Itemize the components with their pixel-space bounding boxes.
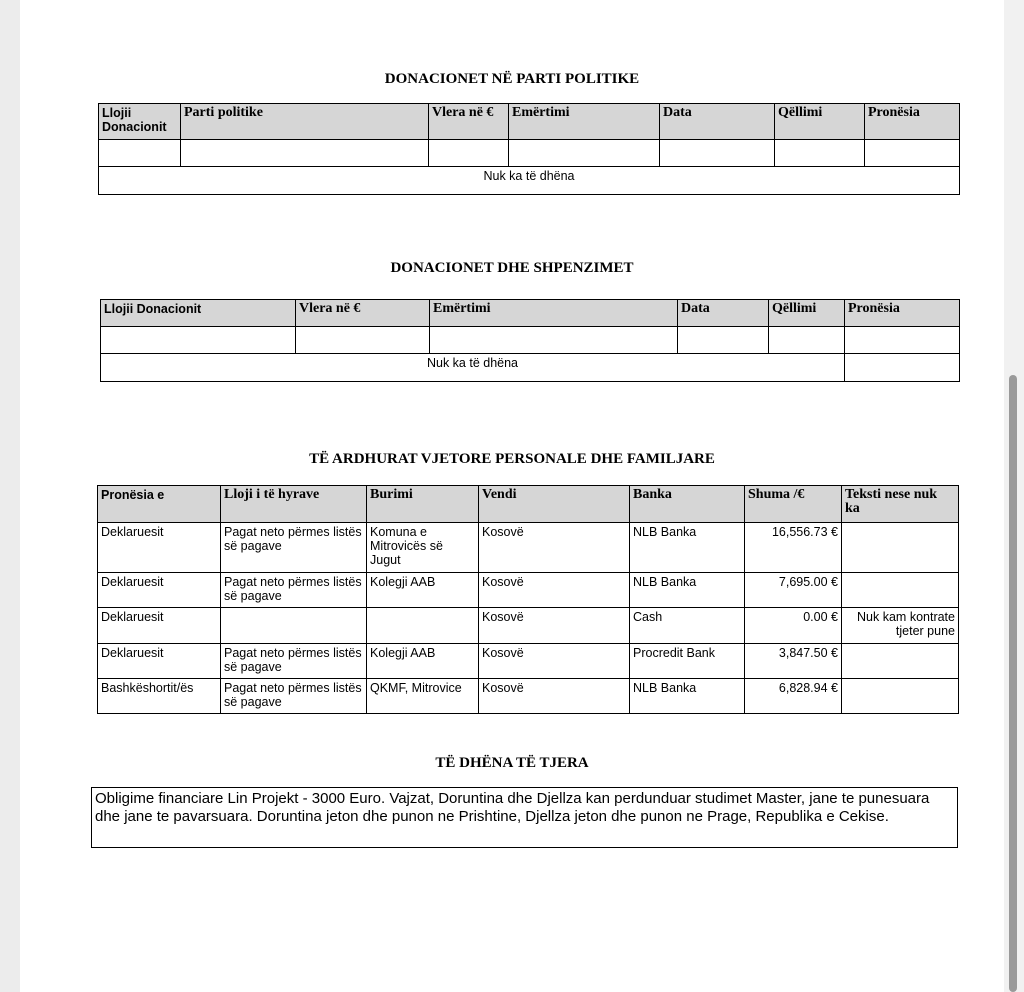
table-cell <box>769 327 845 354</box>
table-row <box>99 140 960 167</box>
table-cell: Deklaruesit <box>98 644 221 679</box>
table-cell: Kosovë <box>479 523 630 573</box>
no-data-cell: Nuk ka të dhëna <box>99 167 960 195</box>
table-cell <box>845 327 960 354</box>
header-cell: Teksti nese nuk ka <box>842 486 959 523</box>
table-cell <box>842 644 959 679</box>
table-row <box>98 573 959 608</box>
header-cell: Parti politike <box>181 104 429 140</box>
table-cell: Pagat neto përmes listës së pagave <box>221 573 367 608</box>
table-cell: Kosovë <box>479 644 630 679</box>
table-cell <box>775 140 865 167</box>
table-row <box>98 644 959 679</box>
party-donations-table <box>98 103 960 195</box>
header-cell: Emërtimi <box>430 300 678 327</box>
amount-cell: 7,695.00 € <box>745 573 842 608</box>
amount-cell: 3,847.50 € <box>745 644 842 679</box>
header-cell: Pronësia <box>865 104 960 140</box>
table-cell <box>865 140 960 167</box>
amount-cell: 0.00 € <box>745 608 842 644</box>
header-cell: Qëllimi <box>775 104 865 140</box>
table-header-row <box>98 486 959 523</box>
table-row <box>98 608 959 644</box>
table-cell <box>845 354 960 382</box>
table-cell: NLB Banka <box>630 679 745 714</box>
header-cell: Pronësia <box>845 300 960 327</box>
table-cell <box>367 608 479 644</box>
table-cell: Procredit Bank <box>630 644 745 679</box>
table-cell <box>678 327 769 354</box>
table-row <box>98 679 959 714</box>
table-cell: Deklaruesit <box>98 523 221 573</box>
other-data-text: Obligime financiare Lin Projekt - 3000 Euro. Vajzat, Doruntina dhe Djellza kan perdunduar studimet Master, jane te punesuara dhe jane te pavarsuara. Doruntina jeton dhe punon ne Prishtine, Djellza jeton dhe punon ne Prage, Republika e Cekise. <box>91 787 958 848</box>
amount-cell: 16,556.73 € <box>745 523 842 573</box>
table-cell <box>296 327 430 354</box>
table-cell: Deklaruesit <box>98 573 221 608</box>
table-cell: Pagat neto përmes listës së pagave <box>221 679 367 714</box>
header-cell: Vlera në € <box>429 104 509 140</box>
header-cell: Emërtimi <box>509 104 660 140</box>
other-data-title: TË DHËNA TË TJERA <box>435 755 589 771</box>
table-cell <box>842 523 959 573</box>
header-cell: Shuma /€ <box>745 486 842 523</box>
table-cell <box>430 327 678 354</box>
donations-expenses-title: DONACIONET DHE SHPENZIMET <box>390 260 634 276</box>
table-cell: Pagat neto përmes listës së pagave <box>221 644 367 679</box>
table-cell <box>181 140 429 167</box>
header-cell: Pronësia e <box>98 486 221 523</box>
annual-income-table <box>97 485 959 714</box>
table-cell <box>842 573 959 608</box>
table-cell <box>221 608 367 644</box>
table-cell: Nuk kam kontrate tjeter pune <box>842 608 959 644</box>
table-cell: Cash <box>630 608 745 644</box>
table-cell <box>660 140 775 167</box>
table-cell <box>429 140 509 167</box>
table-cell <box>842 679 959 714</box>
table-header-row <box>99 104 960 140</box>
table-cell: QKMF, Mitrovice <box>367 679 479 714</box>
amount-cell: 6,828.94 € <box>745 679 842 714</box>
table-row <box>101 354 960 382</box>
table-cell: Bashkëshortit/ës <box>98 679 221 714</box>
annual-income-title: TË ARDHURAT VJETORE PERSONALE DHE FAMILJARE <box>309 451 715 467</box>
table-row <box>98 523 959 573</box>
table-cell: Kosovë <box>479 679 630 714</box>
header-cell: Vendi <box>479 486 630 523</box>
table-cell <box>509 140 660 167</box>
header-cell: Lloji i të hyrave <box>221 486 367 523</box>
table-cell: NLB Banka <box>630 523 745 573</box>
party-donations-title: DONACIONET NË PARTI POLITIKE <box>384 71 640 87</box>
table-header-row <box>101 300 960 327</box>
table-cell: Deklaruesit <box>98 608 221 644</box>
table-cell: Kosovë <box>479 573 630 608</box>
table-cell: Pagat neto përmes listës së pagave <box>221 523 367 573</box>
header-cell: Banka <box>630 486 745 523</box>
header-cell: Burimi <box>367 486 479 523</box>
header-cell: Llojii Donacionit <box>101 300 296 327</box>
header-cell: Qëllimi <box>769 300 845 327</box>
table-cell: Kolegji AAB <box>367 644 479 679</box>
header-cell: Data <box>660 104 775 140</box>
table-row <box>101 327 960 354</box>
header-cell: Vlera në € <box>296 300 430 327</box>
table-cell <box>99 140 181 167</box>
table-row <box>99 167 960 195</box>
table-cell: Komuna e Mitrovicës së Jugut <box>367 523 479 573</box>
header-cell: Data <box>678 300 769 327</box>
table-cell: Kolegji AAB <box>367 573 479 608</box>
header-cell: Llojii Donacionit <box>99 104 181 140</box>
table-cell: Kosovë <box>479 608 630 644</box>
table-cell <box>101 327 296 354</box>
no-data-cell: Nuk ka të dhëna <box>101 354 845 382</box>
donations-expenses-table <box>100 299 960 382</box>
table-cell: NLB Banka <box>630 573 745 608</box>
